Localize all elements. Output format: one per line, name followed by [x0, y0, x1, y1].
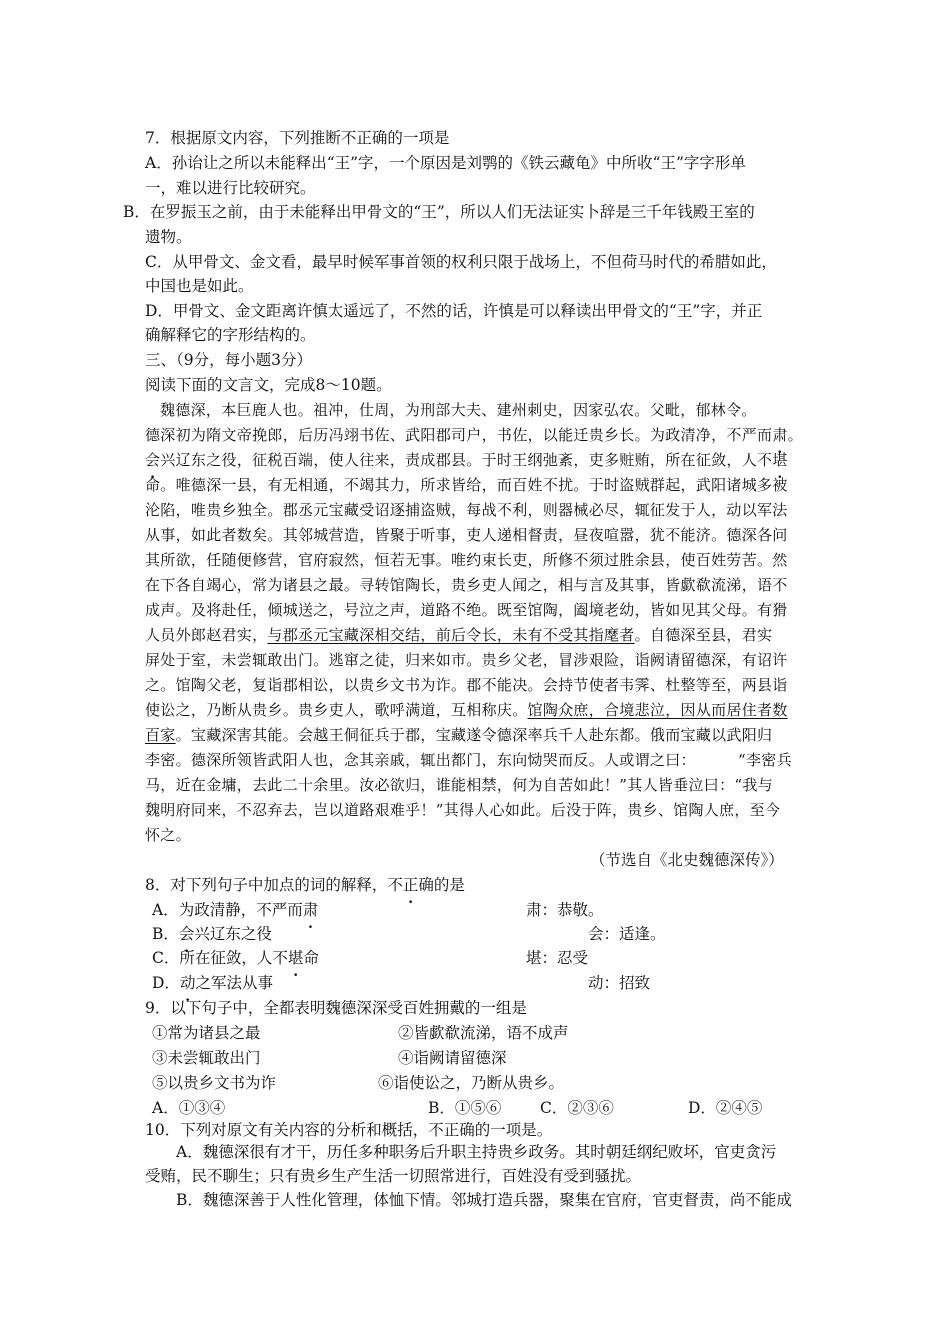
q8-stem-text: 的是 — [433, 876, 465, 894]
q9-sentence-5: ⑤以贵乡文书为诈 — [152, 1074, 277, 1092]
section-instruction: 阅读下面的文言文，完成8～10题。 — [145, 376, 392, 394]
q8-option-b-explanation: 会：适逢。 — [588, 925, 666, 943]
passage-line: 魏明府同来，不忍弃去，岂以道路艰难乎！”其得人心如此。后没于阵，贵乡、馆陶人庶，至今 — [145, 801, 781, 819]
passage-line: 在下各自竭心，常为诸县之最。寻转馆陶长，贵乡吏人闻之，相与言及其事，皆歔欷流涕，语不 — [145, 576, 788, 594]
passage-line: 马，近在金墉，去此二十余里。汝必欲归，谁能相禁，何为自苦如此！”其人皆垂泣曰：“我与 — [145, 776, 773, 794]
passage-text: 。 — [787, 426, 803, 444]
q7-option-b-line1: B．在罗振玉之前，由于未能释出甲骨文的“王”，所以人们无法证实卜辞是三千年钱殿王室的 — [123, 203, 755, 221]
passage-line — [145, 423, 803, 447]
passage-line: 魏德深，本巨鹿人也。祖冲，仕周，为刑部大夫、建州刺史，因家弘农。父毗，郁林令。 — [160, 401, 757, 419]
q7-option-b-line2: 遗物。 — [145, 228, 192, 246]
q8-option-d-word: 动 — [179, 974, 196, 992]
q7-option-c-line1: C．从甲骨文、金文看，最早时候军事首领的权利只限于战场上，不但荷马时代的希腊如此， — [145, 253, 777, 271]
q9-option-a: A．①③④ — [152, 1099, 226, 1117]
q8-option-d-text: 之军法从事 — [195, 974, 273, 992]
q7-option-a-line2: 一，难以进行比较研究。 — [145, 179, 316, 197]
q8-option-a-text: A．为政清静，不严而 — [152, 901, 303, 919]
q8-stem-text: 8．对下列句子中加点的词的解释， — [145, 876, 388, 894]
q8-option-b — [152, 922, 272, 946]
passage-line — [145, 723, 772, 747]
passage-line: 李密。德深所领皆武阳人也，念其亲戚，辄出都门，东向恸哭而反。人或谓之曰： — [145, 751, 696, 769]
passage-line: “李密兵 — [738, 751, 792, 769]
passage-text: 德深初为隋文帝挽郎，后历冯翊书佐、武阳郡司户，书佐，以能迁贵乡长。为政清净，不严而 — [145, 426, 773, 444]
q9-sentence-4: ④诣阙请留德深 — [398, 1049, 507, 1067]
passage-line: 屏处于室，未尝辄敢出门。逃窜之徒，归来如市。贵乡父老，冒涉艰险，诣阙请留德深，有诏许 — [145, 651, 788, 669]
q8-option-a — [152, 898, 318, 922]
passage-line: 其所欲，任随便修营，官府寂然，恒若无事。唯约束长吏，所修不须过胜余县，使百姓劳苦。然 — [145, 551, 788, 569]
q8-option-a-word: 肃 — [302, 901, 319, 919]
underlined-sentence: 与郡丞元宝藏深相交结，前后令长，未有不受其指麾者 — [267, 626, 635, 644]
passage-line: 怀之。 — [145, 826, 191, 844]
q8-option-d — [152, 971, 273, 995]
q9-option-d: D．②④⑤ — [688, 1099, 763, 1117]
dotted-word-su: 肃 — [772, 426, 788, 444]
passage-line — [145, 623, 772, 647]
passage-text: 。自德深至县，君实 — [634, 626, 773, 644]
passage-line: 之。馆陶父老，复诣郡相讼，以贵乡文书为诈。郡不能决。会持节使者韦霁、杜整等至，两县诣 — [145, 676, 788, 694]
passage-text: 使讼之，乃断从贵乡。贵乡吏人，歌呼满道，互相称庆。 — [145, 701, 528, 719]
dotted-word-kan: 堪 — [772, 451, 788, 469]
q9-sentence-3: ③未尝辄敢出门 — [152, 1049, 261, 1067]
q8-option-c-word: 堪 — [287, 949, 304, 967]
q8-option-b-text: 兴辽东之役 — [194, 925, 272, 943]
passage-text: 兴辽东之役，征税百端，使人往来，责成郡县。于时王纲弛紊，吏多赃贿，所在征敛，人不 — [160, 451, 773, 469]
q10-option-b-line1: B．魏德深善于人性化管理，体恤下情。邻城打造兵器，聚集在官府，官吏督责，尚不能成 — [176, 1191, 792, 1209]
passage-text: 人员外郎赵君实， — [145, 626, 268, 644]
q10-option-a-line2: 受贿，民不聊生；只有贵乡生产生活一切照常进行，百姓没有受到骚扰。 — [145, 1167, 642, 1185]
passage-line: 命。唯德深一县，有无相通，不竭其力，所求皆给，而百姓不扰。于时盗贼群起，武阳诸城多被 — [145, 476, 788, 494]
q9-option-b: B．①⑤⑥ — [428, 1099, 502, 1117]
q10-option-a-line1: A．魏德深很有才干，历任多种职务后升职主持贵乡政务。其时朝廷纲纪败坏，官吏贪污 — [176, 1143, 777, 1161]
q7-stem: 7．根据原文内容，下列推断不正确的一项是 — [145, 129, 450, 147]
underlined-sentence: 百家 — [145, 726, 176, 744]
passage-source: （节选自《北史魏德深传》） — [590, 851, 784, 869]
q8-option-a-explanation: 肃：恭敬。 — [526, 901, 604, 919]
passage-text: 。宝藏深害其能。会越王侗征兵于郡，宝藏遂令德深率兵千人赴东都。俄而宝藏以武阳归 — [175, 726, 773, 744]
q8-option-b-word: 会 — [178, 925, 195, 943]
q7-option-d-line1: D．甲骨文、金文距离许慎太遥远了，不然的话，许慎是可以释读出甲骨文的“王”字，并正 — [145, 302, 763, 320]
passage-line: 沦陷，唯贵乡独全。郡丞元宝藏受诏逐捕盗贼，每战不利，则器械必尽，辄征发于人，动以军法 — [145, 501, 788, 519]
q7-option-d-line2: 确解释它的字形结构的。 — [145, 326, 316, 344]
q10-stem: 10．下列对原文有关内容的分析和概括，不正确的一项是。 — [145, 1121, 553, 1139]
q9-sentence-2: ②皆歔欷流涕，语不成声 — [398, 1024, 569, 1042]
q8-option-c-text: C．所在征敛，人不 — [152, 949, 288, 967]
q7-option-a-line1: A．孙诒让之所以未能释出“王”字，一个原因是刘鹗的《铁云藏龟》中所收“王”字字形单 — [145, 154, 746, 172]
passage-line — [145, 698, 788, 722]
q8-option-c-text: 命 — [303, 949, 319, 967]
q8-option-b-label: B． — [152, 925, 179, 943]
dotted-word-hui: 会 — [145, 451, 161, 469]
q8-option-c-explanation: 堪：忍受 — [526, 949, 589, 967]
q9-stem: 9．以下句子中，全都表明魏德深深受百姓拥戴的一组是 — [145, 999, 527, 1017]
q9-sentence-1: ①常为诸县之最 — [152, 1024, 261, 1042]
q9-sentence-6: ⑥诣使讼之，乃断从贵乡。 — [378, 1074, 565, 1092]
q8-option-c — [152, 946, 319, 970]
section-heading: 三、（9分，每小题3分） — [145, 351, 312, 369]
q9-option-c: C．②③⑥ — [540, 1099, 614, 1117]
passage-line: 成声。及将赴任，倾城送之，号泣之声，道路不绝。既至馆陶，阖境老幼，皆如见其父母。有猾 — [145, 601, 788, 619]
q8-stem-emphasis: 不正确 — [387, 876, 434, 894]
q8-stem — [145, 873, 465, 897]
q8-option-d-explanation: 动：招致 — [588, 974, 651, 992]
q7-option-c-line2: 中国也是如此。 — [145, 277, 254, 295]
q8-option-d-label: D． — [152, 974, 180, 992]
underlined-sentence: 馆陶众庶，合境悲泣，因从而居住者数 — [527, 701, 788, 719]
passage-line: 从事，如此者数矣。其邻城营造，皆聚于听事，吏人递相督责，昼夜喧嚣，犹不能济。德深各问 — [145, 526, 788, 544]
passage-line — [145, 448, 788, 472]
